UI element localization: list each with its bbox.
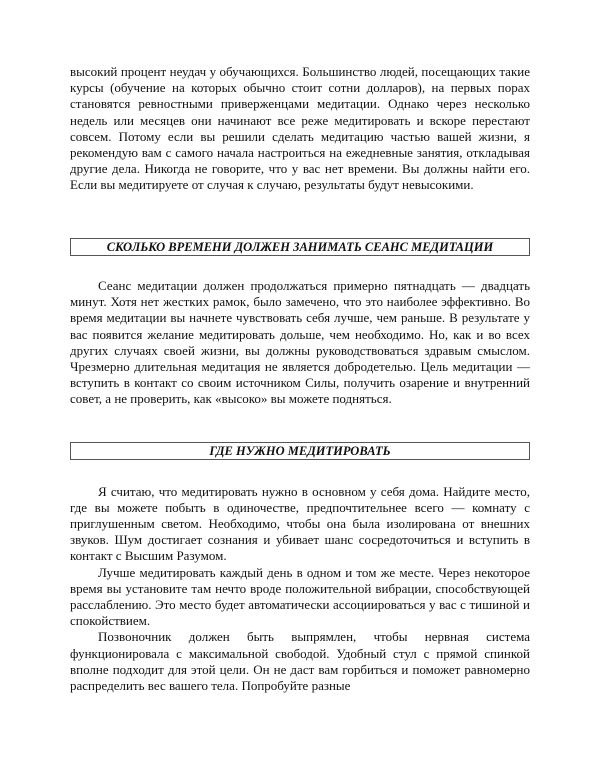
section-heading-duration: СКОЛЬКО ВРЕМЕНИ ДОЛЖЕН ЗАНИМАТЬ СЕАНС МЕДИТАЦИИ [70, 238, 530, 256]
where-paragraph-1: Я считаю, что медитировать нужно в основном у себя дома. Найдите место, где вы можете побыть в одиночестве, предпочтительнее всего — комнату с приглушенным светом. Необходимо, чтобы она была изолирована от внешних звуков. Шум достигает сознания и убивает шанс сосредоточиться и вступить в контакт с Высшим Разумом. [70, 483, 530, 564]
document-page [70, 64, 530, 694]
section-heading-where: ГДЕ НУЖНО МЕДИТИРОВАТЬ [70, 442, 530, 460]
where-paragraph-3: Позвоночник должен быть выпрямлен, чтобы нервная система функционировала с максимальной свободой. Удобный стул с прямой спинкой вполне подходит для этой цели. Он не даст вам горбиться и поможет равномерно распределить вес вашего тела. Попробуйте разные [70, 629, 530, 694]
duration-paragraph: Сеанс медитации должен продолжаться примерно пятнадцать — двадцать минут. Хотя нет жестких рамок, было замечено, что это наиболее эффективно. Во время медитации вы начнете чувствовать себя лучше, чем раньше. В результате у вас появится желание медитировать дольше, чем необходимо. Но, как и во всех других случаях своей жизни, вы должны руководствоваться здравым смыслом. Чрезмерно длительная медитация не является добродетелью. Цель медитации — вступить в контакт со своим источником Силы, получить озарение и внутренний совет, а не проверить, как «высоко» вы можете подняться. [70, 278, 530, 407]
where-paragraph-2: Лучше медитировать каждый день в одном и том же месте. Через некоторое время вы установите там нечто вроде положительной вибрации, способствующей расслаблению. Это место будет автоматически ассоциироваться у вас с тишиной и спокойствием. [70, 564, 530, 629]
intro-paragraph: высокий процент неудач у обучающихся. Большинство людей, посещающих такие курсы (обучение на которых обычно стоит сотни долларов), на первых порах становятся ревностными приверженцами медитации. Однако через несколько недель или месяцев они начинают все реже медитировать и вскоре перестают совсем. Потому если вы решили сделать медитацию частью вашей жизни, я рекомендую вам с самого начала настроиться на ежедневные занятия, откладывая другие дела. Никогда не говорите, что у вас нет времени. Вы должны найти его. Если вы медитируете от случая к случаю, результаты будут невысокими. [70, 64, 530, 193]
